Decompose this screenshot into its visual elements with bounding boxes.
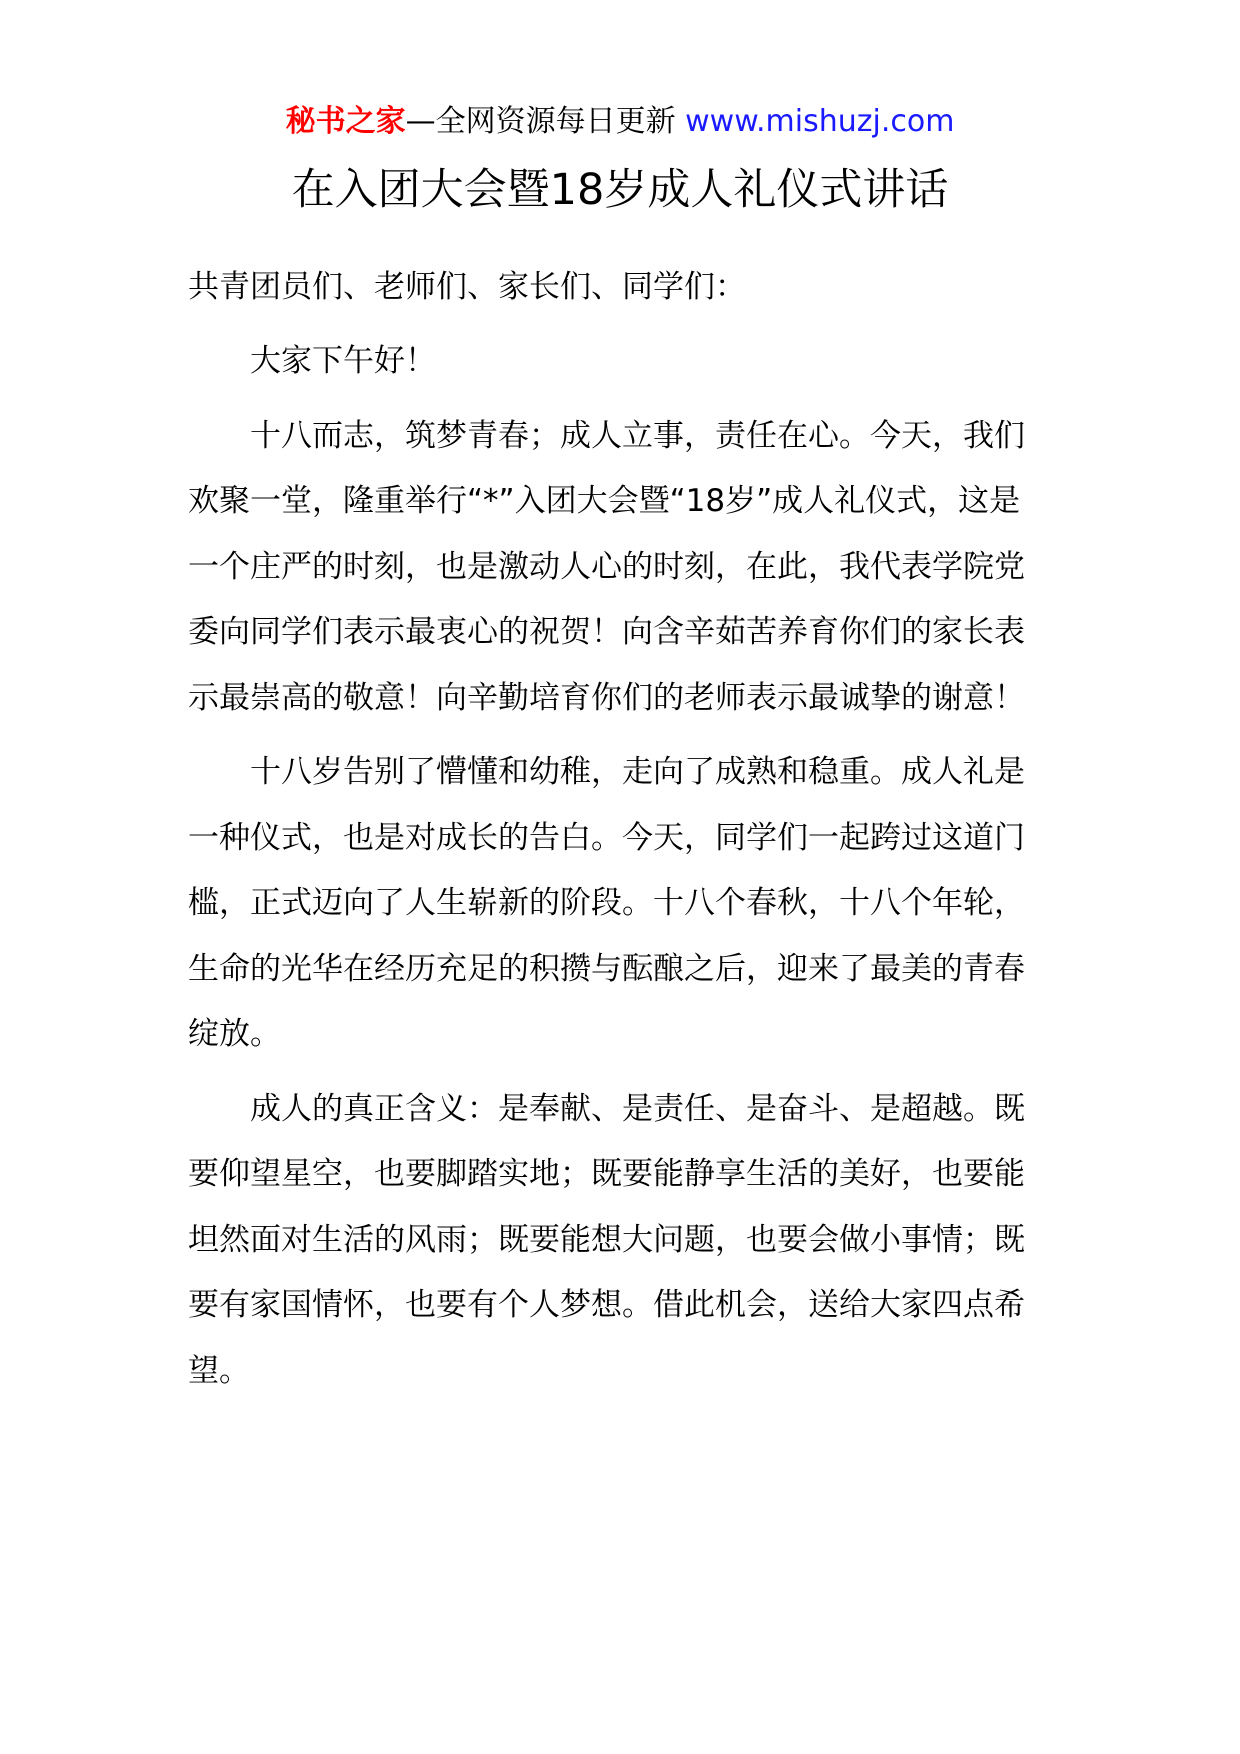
paragraph: 成人的真正含义：是奉献、是责任、是奋斗、是超越。既要仰望星空，也要脚踏实地；既要能静享生活的美好，也要能坦然面对生活的风雨；既要能想大问题，也要会做小事情；既要有家国情怀，也要有个人梦想。借此机会，送给大家四点希望。: [188, 1090, 1025, 1389]
site-url-link[interactable]: www.mishuzj.com: [685, 104, 955, 139]
paragraph: 十八岁告别了懵懂和幼稚，走向了成熟和稳重。成人礼是一种仪式，也是对成长的告白。今天，同学们一起跨过这道门槛，正式迈向了人生崭新的阶段。十八个春秋，十八个年轮，生命的光华在经历充足的积攒与酝酿之后，迎来了最美的青春绽放。: [188, 754, 1025, 1052]
site-header: [0, 100, 1240, 144]
paragraph-greeting: 大家下午好！: [250, 343, 436, 379]
document-title: 在入团大会暨18岁成人礼仪式讲话: [291, 165, 949, 215]
paragraph: 十八而志，筑梦青春；成人立事，责任在心。今天，我们欢聚一堂，隆重举行“*”入团大会暨“18岁”成人礼仪式，这是一个庄严的时刻，也是激动人心的时刻，在此，我代表学院党委向同学们表示最衷心的祝贺！向含辛茹苦养育你们的家长表示最崇高的敬意！向辛勤培育你们的老师表示最诚挚的谢意！: [188, 417, 1025, 716]
salutation: 共青团员们、老师们、家长们、同学们：: [188, 269, 746, 305]
document-body: [188, 255, 1048, 1413]
site-tagline: —全网资源每日更新: [405, 104, 676, 139]
site-brand: 秘书之家: [285, 104, 406, 139]
